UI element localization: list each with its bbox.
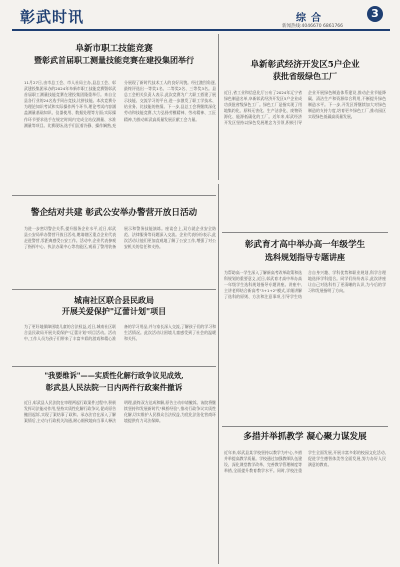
article-body: 近日,省工业和信息化厅公布了2024年辽宁省绿色制造名单,阜新彰武经济开发区5户企业成功获批省级绿色工厂。绿色工厂是指实现了用地集约化、原料无害化、生产洁净化、废物资源化、能源低碳化的工厂。近年来,彰武经济开发区坚持以绿色发展理念为引领,积极引导企业开展绿色制造体系建设,推动企业节能降碳、清洁生产和资源综合利用,不断提升绿色制造水平。下一步,开发区将继续加大对绿色制造的支持力度,培育更多绿色工厂,推动园区实现绿色低碳高质量发展。: [224, 90, 386, 126]
page-number-badge: 3: [367, 6, 383, 22]
article-body: 近年来,彰武县某学校坚持以教学为中心,多措并举提高教学质量。学校通过加强教师队伍建设、深化课堂教学改革、完善教学管理制度等举措,全面提升教育教学水平。同时,学校注重学生全面发展,开展丰富多彩的校园文化活动,促进学生德智体美劳全面发展,努力办好人民满意的教育。: [224, 450, 386, 474]
column-divider: [218, 34, 219, 180]
masthead: [0, 0, 400, 32]
article-body: 为帮助高一学生深入了解新高考改革政策和选科规划的重要意义,近日,彰武育才高中举办高一年级学生选科规划指导专题讲座。讲座中,主讲老师结合新高考"3+1+2"模式,详细讲解了选科的原则、方法和注意事项,引导学生结合自身兴趣、学科优势和职业规划,科学合理地选择学科组合。同学们纷纷表示,此次讲座让自己对选科有了更清晰的认识,为今后的学习和发展指明了方向。: [224, 270, 386, 300]
article-headline: 开展关爱保护"辽蕾计划"项目: [61, 306, 167, 316]
article-headline: 暨彰武首届职工测量技能竞赛在建投集团举行: [34, 55, 194, 65]
article-headline: "我要维诉"——实质性化解行政争议见成效,: [44, 371, 184, 380]
article-separator: [222, 426, 388, 427]
article-body: 近日,彰武县人民法院在审理两起行政案件过程中,积极发挥司法能动作用,坚持实质性化解行政争议,促成原告撤回起诉,实现了案结事了政和。承办法官在深入了解案情后,主动与行政机关沟通,耐心细致地向当事人释法明理,最终双方达成和解,原告主动申请撤诉。该院将继续坚持和发展新时代"枫桥经验",推动行政争议实质性化解,切实维护人民群众合法权益,为优化法治化营商环境提供有力司法保障。: [24, 400, 216, 424]
article-body: 11月27日,由市总工会、市人社局主办,县总工会、彰武建投集团承办的2024年阜新市职工技能竞赛暨彰武首届职工测量技能竞赛在建投集团隆重举行。来自全县各行业的24名选手同台竞技,比拼技能。本次竞赛分为理论知识考试和实际操作两个环节,理论考试内容涵盖测量基础知识、仪器使用、数据处理等方面;实际操作环节要求选手在规定时间内完成全站仪测量、水准测量等项目。比赛现场,选手们沉着冷静、操作娴熟,充分展现了新时代技术工人的良好风貌。经过激烈角逐,最终评选出一等奖1名、二等奖2名、三等奖3名。县总工会相关负责人表示,此次竞赛为广大职工搭建了展示技能、交流学习的平台,进一步激发了职工学技术、钻业务、比技能的热情。下一步,县总工会将继续深化劳动和技能竞赛,大力弘扬劳模精神、劳动精神、工匠精神,为推动彰武高质量发展贡献工会力量。: [24, 80, 216, 128]
article-headline: 警企结对共建 彰武公安举办警营开放日活动: [30, 208, 198, 218]
article-separator: [222, 232, 388, 233]
article-separator: [12, 366, 216, 367]
article-body: 为了更好地保障困境儿童的合法权益,近日,城南社区联合县民政局开展关爱保护"辽蕾计划"项目活动。活动中,工作人员为孩子们带来了丰富多彩的游戏和精心准备的学习用品,并与家长深入交流,了解孩子们的学习和生活情况。此次活动让困境儿童感受到了社会的温暖和关怀。: [24, 324, 216, 342]
article-headline: 彰武育才高中举办高一年级学生: [244, 240, 366, 250]
column-divider: [218, 184, 219, 564]
article-separator: [12, 289, 216, 290]
article-body: 为进一步密切警企关系,提升服务企业水平,近日,彰武县公安局举办警营开放日活动,邀请辖区重点企业代表走进警营,零距离感受公安工作。活动中,企业代表参观了指挥中心、执法办案中心等功能区,观看了警用装备展示和警务技能演练。座谈会上,双方就企业安全防范、法律服务等问题深入交流。企业代表纷纷表示,此次活动让他们更加直观地了解了公安工作,增强了对公安机关的信任和支持。: [24, 226, 216, 250]
article-headline: 彰武县人民法院一日内两件行政案件撤诉: [45, 383, 183, 392]
section-title: 综合: [296, 13, 326, 24]
article-headline: 获批省级绿色工厂: [273, 71, 337, 81]
article-headline: 多措并举抓教学 凝心聚力谋发展: [243, 432, 367, 442]
masthead-rule: [12, 29, 390, 31]
article-headline: 城南社区联合县民政局: [74, 295, 154, 305]
article-headline: 选科规划指导专题讲座: [265, 252, 345, 262]
newspaper-logo: 彰武时讯: [20, 8, 85, 26]
article-separator: [12, 195, 216, 196]
article-headline: 阜新彰武经济开发区5户企业: [250, 60, 360, 70]
masthead-hotline: 新闻热线:4046670 6861766: [282, 24, 344, 29]
article-headline: 阜新市职工技能竞赛: [75, 44, 153, 54]
